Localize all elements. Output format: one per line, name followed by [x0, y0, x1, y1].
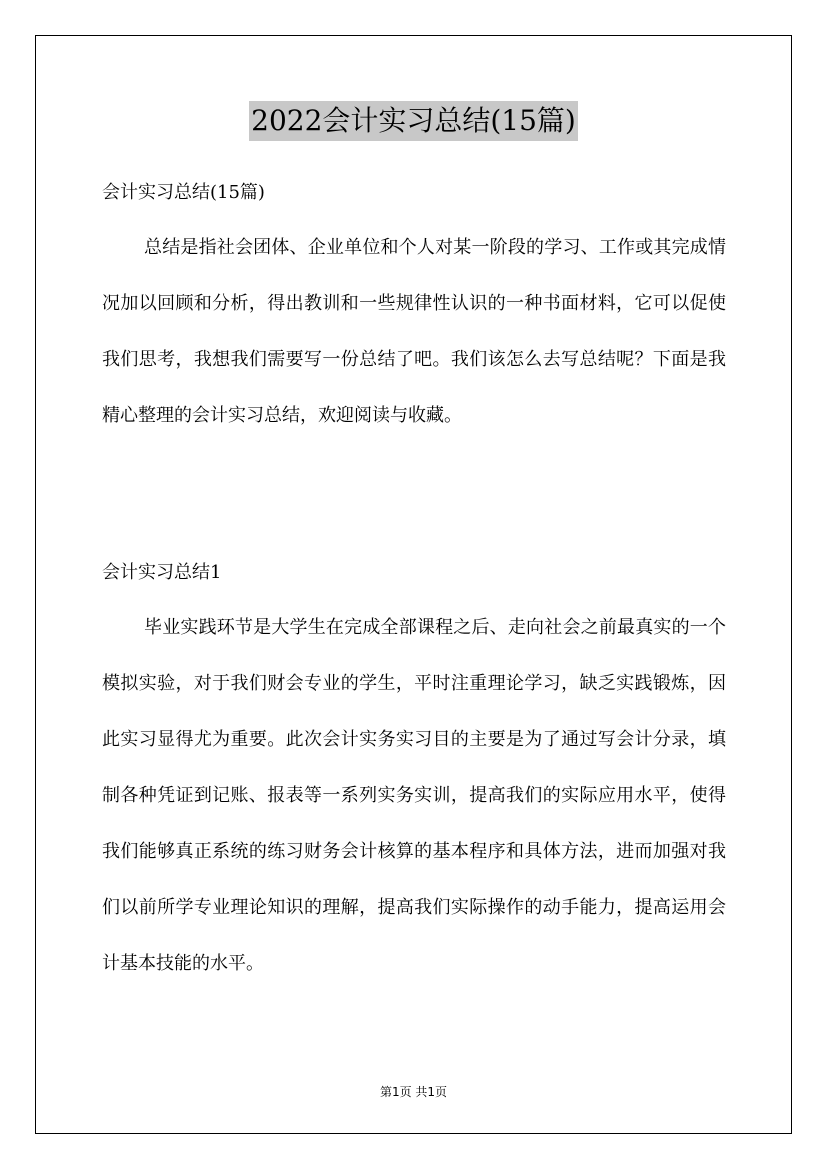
page-footer: 第1页 共1页 [379, 1085, 448, 1099]
section-heading: 会计实习总结1 [102, 562, 222, 583]
intro-paragraph: 总结是指社会团体、企业单位和个人对某一阶段的学习、工作或其完成情况加以回顾和分析，得出教训和一些规律性认识的一种书面材料，它可以促使我们思考，我想我们需要写一份总结了吧。我们该怎么去写总结呢？下面是我精心整理的会计实习总结，欢迎阅读与收藏。 [102, 237, 726, 426]
document-subtitle: 会计实习总结(15篇) [102, 182, 265, 203]
document-title: 2022会计实习总结(15篇) [249, 101, 578, 141]
section-paragraph: 毕业实践环节是大学生在完成全部课程之后、走向社会之前最真实的一个模拟实验，对于我们财会专业的学生，平时注重理论学习，缺乏实践锻炼，因此实习显得尤为重要。此次会计实务实习目的主要是为了通过写会计分录，填制各种凭证到记账、报表等一系列实务实训，提高我们的实际应用水平，使得我们能够真正系统的练习财务会计核算的基本程序和具体方法，进而加强对我们以前所学专业理论知识的理解，提高我们实际操作的动手能力，提高运用会计基本技能的水平。 [102, 617, 726, 974]
document-title-container [0, 100, 827, 141]
